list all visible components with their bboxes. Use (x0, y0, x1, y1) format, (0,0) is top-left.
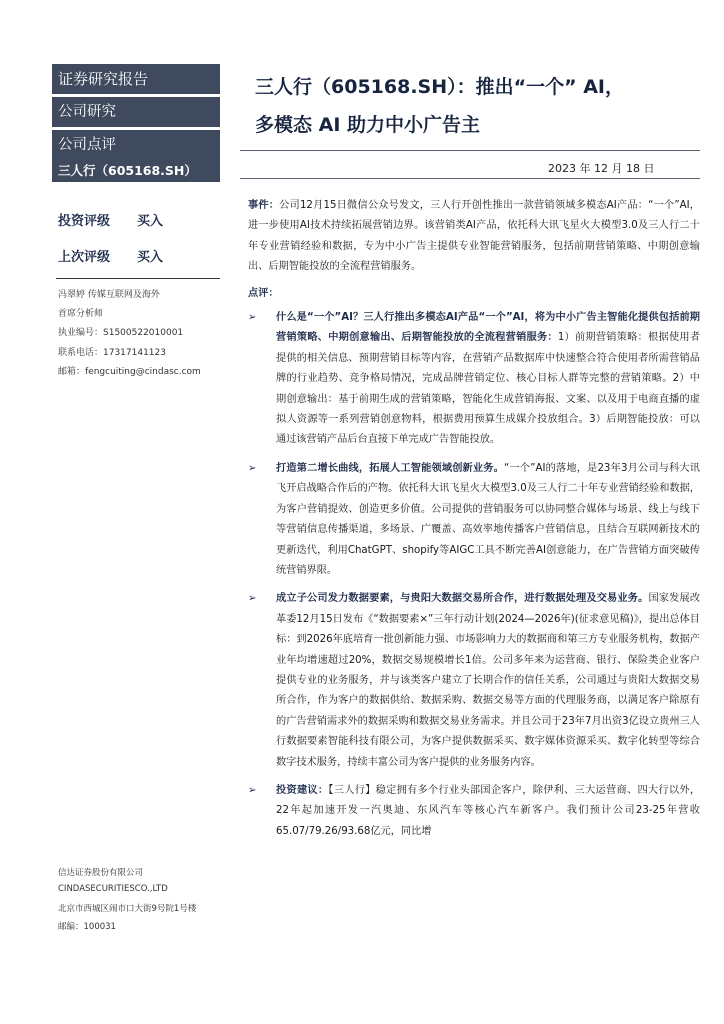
bullet-lead: 投资建议： (276, 784, 329, 796)
arrow-bullet-icon: ➢ (248, 784, 257, 796)
bullet-text: 国家发展改革委12月15日发布《“数据要素×”三年行动计划(2024—2026年)(征求意见稿)》，提出总体目标：到2026年底培育一批创新能力强、市场影响力大的数据商和第三方专业服务机构，数据产业年均增速超过20%，数据交易规模增长1倍。公司多年来为运营商、银行、保险类企业客户提供专业的业务服务，并与该类客户建立了长期合作的信任关系，公司通过与贵阳大数据交易所合作，作为客户的数据供给、数据采购、数据交易等方面的代理服务商，以满足客户除原有的广告营销需求外的数据采购和数据交易业务需求。并且公司于23年7月出资3亿设立贵州三人行数据要素智能科技有限公司，为客户提供数据采买、数字媒体资源采买、数字化转型等综合数字技术服务，持续丰富公司为客户提供的业务服务内容。 (276, 593, 701, 768)
company-name-band: 三人行（605168.SH） (52, 160, 220, 182)
comment-label: 点评： (248, 287, 279, 299)
page-title-line1: 三人行（605168.SH）：推出“一个” AI， (255, 76, 624, 98)
research-type-band: 公司研究 (52, 97, 220, 127)
analyst-email[interactable]: 邮箱：fengcuiting@cindasc.com (58, 367, 201, 377)
analyst-phone: 联系电话：17317141123 (58, 348, 166, 358)
bullet-text: 1）前期营销策略：根据使用者提供的相关信息、预期营销目标等内容，在营销产品数据库中快速整合符合使用者所需营销品牌的行业趋势、竞争格局情况，完成品牌营销定位、核心目标人群等完整的营销策略。2）中期创意输出：基于前期生成的营销策略，智能化生成营销海报、文案、以及用于电商直播的虚拟人资源等一系列营销创意物料，根据费用预算生成媒介投放组合。3）后期智能投放：可以通过该营销产品后台直接下单完成广告智能投放。 (276, 332, 701, 446)
event-paragraph (248, 196, 700, 278)
bullet-4 (248, 781, 700, 842)
arrow-bullet-icon: ➢ (248, 312, 257, 324)
bullet-1 (248, 308, 700, 451)
firm-name-en: CINDASECURITIESCO.,LTD (58, 884, 168, 894)
report-type-band: 证券研究报告 (52, 64, 220, 94)
bullet-text: 【三人行】稳定拥有多个行业头部国企客户，除伊利、三大运营商、四大行以外，22年起加速开发一汽奥迪、东风汽车等核心汽车新客户。我们预计公司23-25年营收65.07/79.26/93.68亿元，同比增 (276, 784, 701, 837)
prev-rating-label: 上次评级 (58, 250, 111, 265)
analyst-name: 冯翠婷 传媒互联网及海外 (58, 290, 160, 300)
sidebar (52, 64, 220, 182)
date-divider (240, 178, 700, 179)
investment-rating (58, 210, 164, 229)
page-title-line2: 多模态 AI 助力中小广告主 (255, 114, 481, 136)
firm-postcode: 邮编：100031 (58, 922, 116, 932)
prev-rating-value: 买入 (137, 250, 164, 265)
event-text: 公司12月15日微信公众号发文，三人行开创性推出一款营销领域多模态AI产品：“一个”AI，进一步使用AI技术持续拓展营销边界。该营销类AI产品，依托科大讯飞星火大模型3.0及三人行二十年专业营销经验和数据，专为中小广告主提供专业智能营销服务，包括前期营销策略、中期创意输出、后期智能投放的全流程营销服务。 (248, 200, 700, 273)
bullet-3 (248, 589, 700, 773)
bullet-lead: 成立子公司发力数据要素，与贵阳大数据交易所合作，进行数据处理及交易业务。 (276, 593, 649, 605)
rating-divider (56, 278, 220, 279)
arrow-bullet-icon: ➢ (248, 462, 257, 474)
rating-value: 买入 (137, 214, 164, 229)
bullet-lead: 什么是“一个”AI？三人行推出多模态AI产品“一个”AI，将为中小广告主智能化提供包括前期营销策略、中期创意输出、后期智能投放的全流程营销服务： (276, 312, 700, 344)
title-divider (240, 150, 700, 151)
analyst-cert: 执业编号：S1500522010001 (58, 328, 184, 338)
rating-label: 投资评级 (58, 214, 111, 229)
event-label: 事件： (248, 200, 280, 211)
report-date: 2023 年 12 月 18 日 (548, 162, 655, 175)
bullet-2 (248, 459, 700, 581)
firm-name: 信达证券股份有限公司 (58, 868, 144, 878)
comment-type-band: 公司点评 (52, 130, 220, 160)
analyst-title: 首席分析师 (58, 309, 104, 319)
report-body (248, 196, 700, 850)
bullet-lead: 打造第二增长曲线，拓展人工智能领域创新业务。 (276, 462, 505, 474)
previous-rating (58, 246, 164, 265)
bullet-text: “一个”AI的落地，是23年3月公司与科大讯飞开启战略合作后的产物。依托科大讯飞星火大模型3.0及三人行二十年专业营销经验和数据，为客户营销提效、创造更多价值。公司提供的营销服务可以协同整合媒体与场景、线上与线下等营销信息传播渠道，多场景、广覆盖、高效率地传播客户营销信息，且结合互联网新技术的更新迭代，利用ChatGPT、shopify等AIGC工具不断完善AI创意能力，在广告营销方面突破传统营销界限。 (276, 462, 700, 576)
firm-address: 北京市西城区闹市口大街9号院1号楼 (58, 904, 197, 914)
arrow-bullet-icon: ➢ (248, 593, 257, 605)
